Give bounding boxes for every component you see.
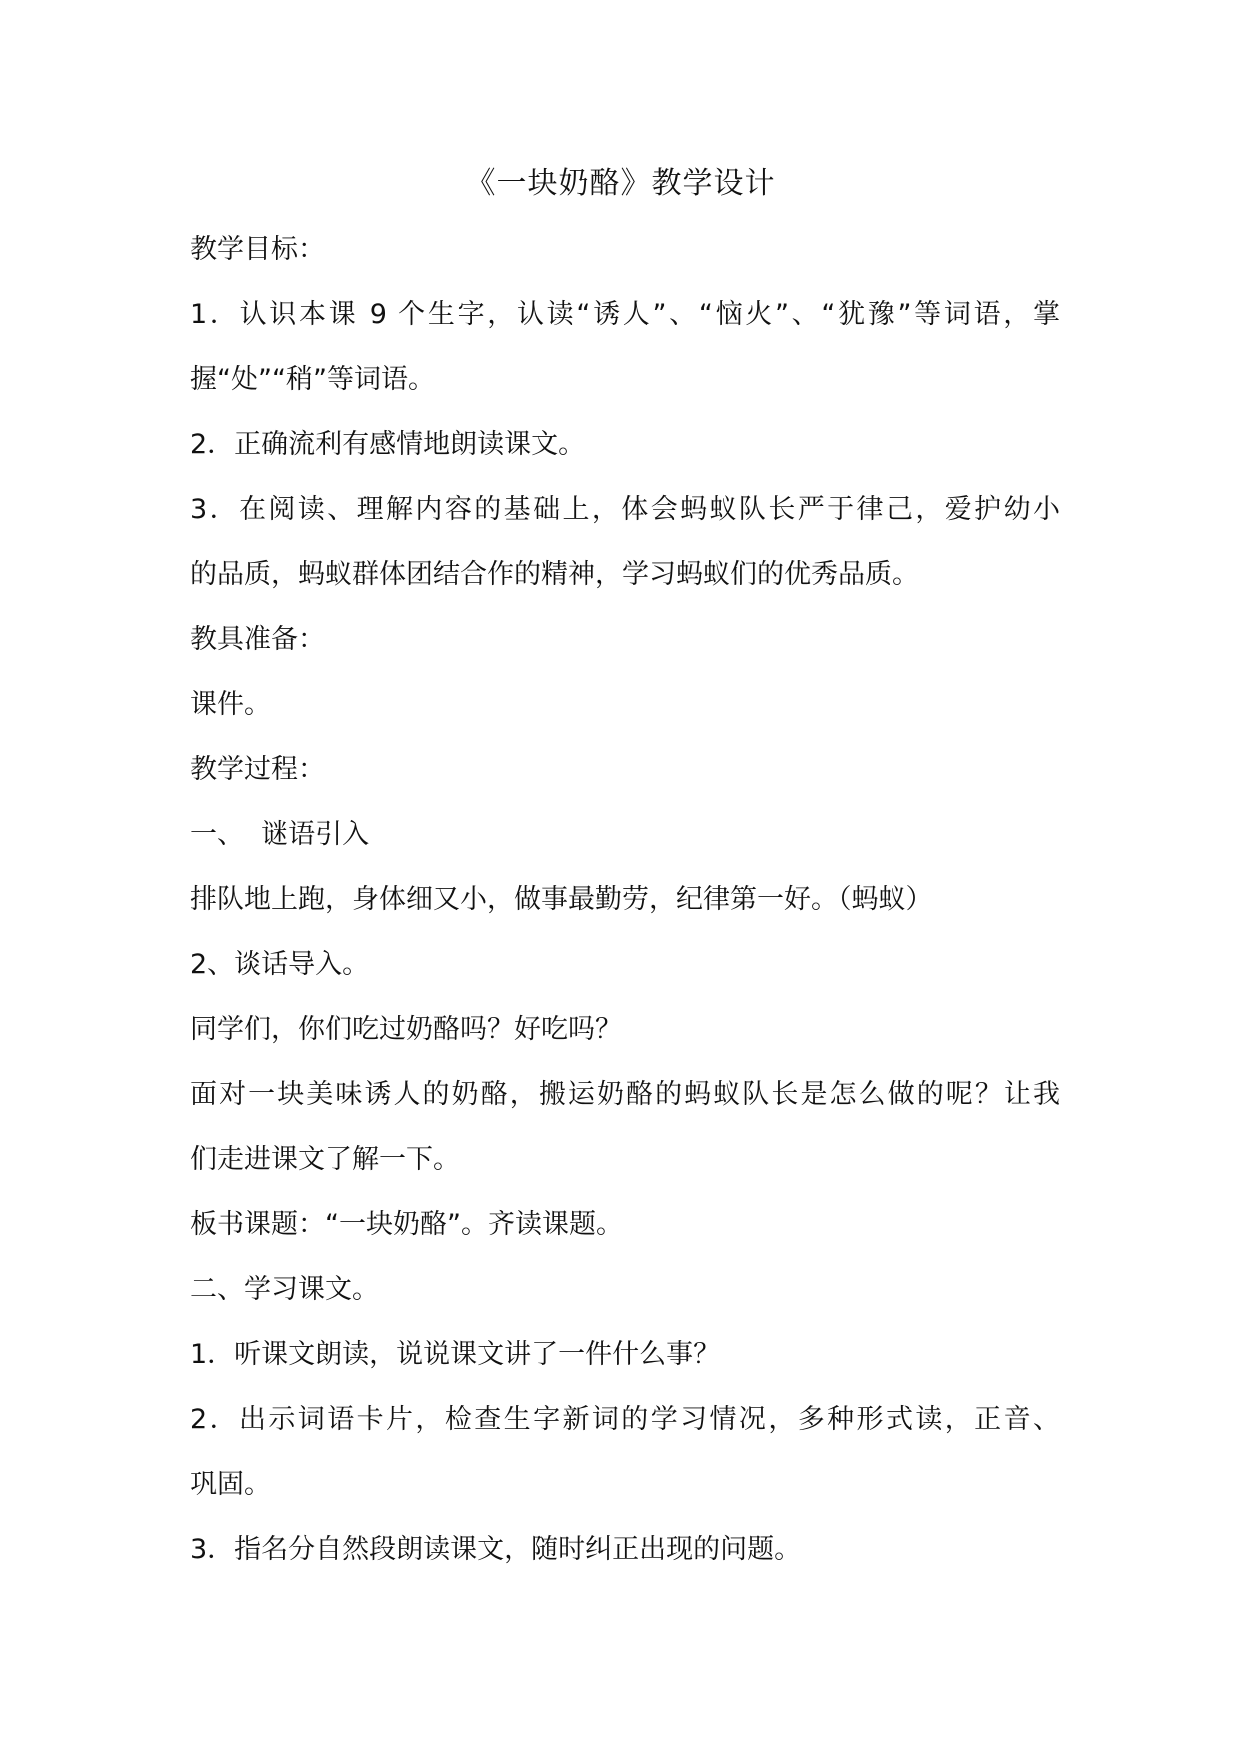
goal-3-line-2: 的品质，蚂蚁群体团结合作的精神，学习蚂蚁们的优秀品质。 [190,559,919,590]
learn-step-2-line-1: 2．出示词语卡片，检查生字新词的学习情况，多种形式读，正音、 [190,1404,1060,1435]
learn-step-1: 1．听课文朗读，说说课文讲了一件什么事？ [190,1339,721,1370]
heading-teaching-goals: 教学目标： [190,234,325,265]
learn-step-2-line-2: 巩固。 [190,1469,271,1500]
document-body [190,228,1060,1593]
goal-1-line-1: 1．认识本课 9 个生字，认读“诱人”、“恼火”、“犹豫”等词语，掌 [190,299,1060,330]
heading-teaching-aids: 教具准备： [190,624,325,655]
goal-3-line-1: 3．在阅读、理解内容的基础上，体会蚂蚁队长严于律己，爱护幼小 [190,494,1060,525]
goal-2: 2．正确流利有感情地朗读课文。 [190,429,586,460]
goal-1-line-2: 握“处”“稍”等词语。 [190,364,435,395]
board-title-text: 板书课题：“一块奶酪”。齐读课题。 [190,1209,623,1240]
step-conversation-intro: 2、谈话导入。 [190,949,370,980]
section-1-riddle-intro: 一、 谜语引入 [190,819,370,850]
section-2-learn-text: 二、学习课文。 [190,1274,379,1305]
question-cheese: 同学们，你们吃过奶酪吗？好吃吗？ [190,1014,622,1045]
heading-teaching-process: 教学过程： [190,754,325,785]
learn-step-3: 3．指名分自然段朗读课文，随时纠正出现的问题。 [190,1534,802,1565]
paragraph-ant-captain-line-2: 们走进课文了解一下。 [190,1144,460,1175]
teaching-aids-text: 课件。 [190,689,271,720]
riddle-text: 排队地上跑，身体细又小，做事最勤劳，纪律第一好。（蚂蚁） [190,884,933,915]
document-title: 《一块奶酪》教学设计 [465,166,776,201]
paragraph-ant-captain-line-1: 面对一块美味诱人的奶酪，搬运奶酪的蚂蚁队长是怎么做的呢？让我 [190,1079,1060,1110]
